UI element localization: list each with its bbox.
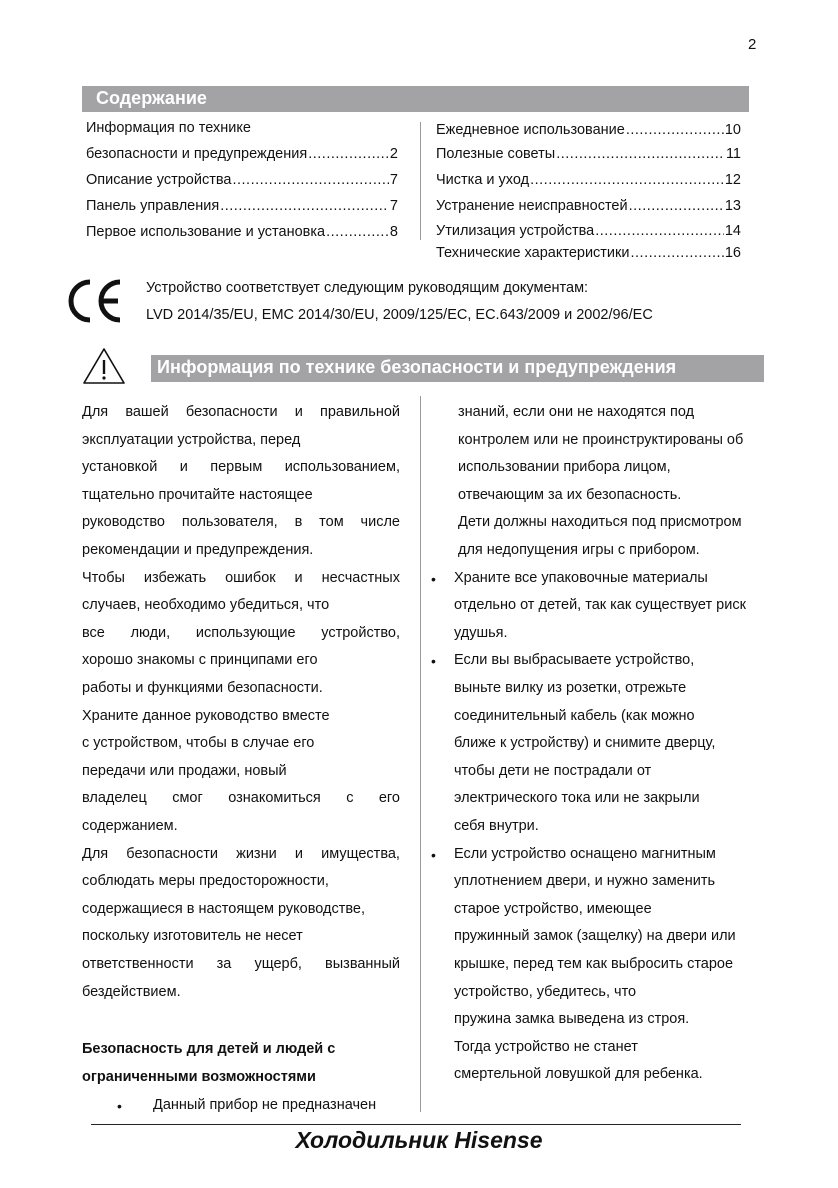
word: первым: [210, 459, 263, 476]
word: ознакомиться: [228, 790, 321, 807]
word: ущерб,: [254, 956, 302, 972]
body-text-line: электрического тока или не закрыли: [454, 790, 700, 807]
body-text-line: [82, 790, 400, 806]
body-text-line: поскольку изготовитель не несет: [82, 928, 303, 945]
body-text-line: содержанием.: [82, 818, 178, 834]
body-text-line: контролем или не проинструктированы об: [458, 431, 744, 448]
word: в: [294, 514, 303, 531]
word: жизни: [236, 845, 277, 862]
body-text-line: с устройством, чтобы в случае его: [82, 735, 315, 752]
body-text-line: [82, 514, 400, 530]
word: вашей: [125, 404, 169, 420]
word: и: [294, 845, 303, 862]
toc-entry[interactable]: [436, 223, 741, 239]
toc-entry-page: 2: [389, 146, 398, 162]
toc-entry-label: Полезные советы: [436, 146, 556, 162]
body-text-line: Храните все упаковочные материалы: [454, 569, 708, 586]
toc-leader-dots: [629, 198, 724, 214]
bullet-icon: •: [431, 846, 436, 863]
word: и: [294, 569, 303, 586]
word: правильной: [320, 404, 400, 420]
word: и: [294, 404, 303, 420]
compliance-line-2: LVD 2014/35/EU, EMC 2014/30/EU, 2009/125/EC, EC.643/2009 и 2002/96/EC: [146, 307, 653, 323]
word: его: [378, 790, 400, 807]
warning-icon: [81, 346, 127, 386]
toc-leader-dots: [595, 223, 724, 239]
toc-entry[interactable]: [436, 198, 741, 214]
word: все: [82, 624, 105, 641]
toc-title: Содержание: [96, 88, 207, 108]
body-text-line: Храните данное руководство вместе: [82, 707, 330, 724]
children-safety-heading: ограниченными возможностями: [82, 1069, 316, 1085]
toc-entry-label: Устранение неисправностей: [436, 198, 628, 214]
body-text-line: работы и функциями безопасности.: [82, 680, 323, 696]
body-text-line: передачи или продажи, новый: [82, 762, 287, 779]
toc-entry-label: Чистка и уход: [436, 172, 530, 188]
body-text-line: для недопущения игры с прибором.: [458, 542, 700, 558]
word: и: [179, 459, 188, 476]
body-text-line: уплотнением двери, и нужно заменить: [454, 873, 716, 890]
word: руководство: [82, 514, 165, 531]
toc-column-divider: [420, 122, 421, 240]
toc-entry[interactable]: [86, 224, 398, 240]
toc-leader-dots: [326, 224, 389, 240]
toc-entry-label: Технические характеристики: [436, 245, 630, 261]
body-text-line: смертельной ловушкой для ребенка.: [454, 1066, 703, 1083]
toc-entry-page: 14: [724, 223, 741, 239]
word: безопасности: [185, 404, 278, 420]
toc-entry-page: 12: [724, 172, 741, 188]
word: избежать: [143, 569, 207, 586]
word: Для: [82, 404, 109, 420]
toc-entry-page: 16: [724, 245, 741, 261]
word: устройство,: [321, 624, 400, 641]
word: безопасности: [126, 845, 218, 862]
body-text-line: удушья.: [454, 624, 508, 641]
body-text-line: содержащиеся в настоящем руководстве,: [82, 900, 366, 917]
toc-leader-dots: [308, 146, 389, 162]
footer-rule: [91, 1124, 741, 1125]
toc-entry-label: Ежедневное использование: [436, 122, 625, 138]
toc-entry-label: безопасности и предупреждения: [86, 146, 308, 162]
body-text-line: себя внутри.: [454, 818, 539, 834]
word: Для: [82, 845, 109, 862]
body-text-line: пружина замка выведена из строя.: [454, 1011, 690, 1028]
body-text-line: эксплуатации устройства, перед: [82, 431, 301, 448]
body-text-line: [82, 570, 400, 586]
body-text-line: Тогда устройство не станет: [454, 1038, 638, 1055]
toc-entry[interactable]: [86, 198, 398, 214]
body-text-line: Дети должны находиться под присмотром: [458, 514, 742, 531]
body-text-line: [82, 846, 400, 862]
body-text-line: использовании прибора лицом,: [458, 459, 671, 476]
toc-entry-page: 11: [725, 146, 741, 162]
footer-title: Холодильник Hisense: [295, 1127, 543, 1153]
body-text-line: бездействием.: [82, 983, 181, 1000]
word: с: [346, 790, 354, 807]
toc-entry-label: Утилизация устройства: [436, 223, 595, 239]
body-text-line: отвечающим за их безопасность.: [458, 486, 682, 503]
toc-entry[interactable]: [436, 122, 741, 138]
body-text-line: старое устройство, имеющее: [454, 900, 652, 917]
children-safety-heading: Безопасность для детей и людей с: [82, 1041, 336, 1057]
toc-entry-label: Панель управления: [86, 198, 220, 214]
toc-entry[interactable]: [436, 245, 741, 261]
toc-entry[interactable]: [86, 146, 398, 162]
toc-leader-dots: [630, 245, 723, 261]
body-text-line: соблюдать меры предосторожности,: [82, 873, 329, 890]
toc-leader-dots: [232, 172, 388, 188]
page-number: 2: [748, 36, 757, 53]
toc-entry[interactable]: [86, 172, 398, 188]
body-text-line: Если вы выбрасываете устройство,: [454, 652, 695, 669]
toc-leader-dots: [530, 172, 724, 188]
toc-entry-page: 10: [724, 122, 741, 138]
word: люди,: [130, 624, 171, 641]
body-text-line: устройство, убедитесь, что: [454, 983, 637, 1000]
body-text-line: крышке, перед тем как выбросить старое: [454, 956, 734, 972]
body-text-line: случаев, необходимо убедиться, что: [82, 597, 330, 614]
body-text-line: чтобы дети не пострадали от: [454, 762, 652, 779]
word: ответственности: [82, 956, 194, 972]
bullet-icon: •: [431, 653, 436, 670]
word: том: [319, 514, 344, 531]
body-text-line: ближе к устройству) и снимите дверцу,: [454, 735, 716, 752]
body-text-line: знаний, если они не находятся под: [458, 404, 695, 420]
body-text-line: [82, 404, 400, 420]
word: пользователя,: [181, 514, 278, 531]
bullet-icon: •: [117, 1098, 122, 1114]
word: смог: [172, 790, 203, 807]
toc-entry-label: Описание устройства: [86, 172, 232, 188]
word: установкой: [82, 459, 158, 476]
compliance-line-1: Устройство соответствует следующим руководящим документам:: [146, 280, 589, 296]
toc-entry[interactable]: [436, 172, 741, 188]
word: несчастных: [321, 569, 400, 586]
word: за: [216, 956, 232, 972]
toc-entry-page: 7: [389, 172, 398, 188]
body-text-line: тщательно прочитайте настоящее: [82, 486, 313, 503]
toc-entry-label: Первое использование и установка: [86, 224, 326, 240]
word: владелец: [82, 790, 147, 807]
section-title: Информация по технике безопасности и предупреждения: [157, 357, 677, 377]
body-text-line: рекомендации и предупреждения.: [82, 542, 314, 558]
word: ошибок: [225, 569, 276, 586]
body-text-line: [82, 956, 400, 972]
body-text-line: отдельно от детей, так как существует риск: [454, 597, 746, 614]
body-text-line: Если устройство оснащено магнитным: [454, 845, 716, 862]
column-divider: [420, 396, 421, 1112]
body-text-line: хорошо знакомы с принципами его: [82, 652, 318, 669]
toc-entry[interactable]: [436, 146, 741, 162]
word: числе: [360, 514, 400, 531]
toc-entry-page: 8: [389, 224, 398, 240]
toc-leader-dots: [626, 122, 724, 138]
toc-left-first-line: Информация по технике: [86, 120, 251, 136]
bullet-icon: •: [431, 570, 436, 587]
body-text-line: [82, 625, 400, 641]
body-text-line: соединительный кабель (как можно: [454, 707, 695, 724]
toc-leader-dots: [556, 146, 725, 162]
toc-leader-dots: [220, 198, 389, 214]
word: использующие: [195, 624, 296, 641]
word: вызванный: [325, 956, 400, 972]
body-text-line: выньте вилку из розетки, отрежьте: [454, 680, 687, 696]
bullet-text: Данный прибор не предназначен: [153, 1097, 377, 1113]
ce-mark-icon: [62, 276, 128, 326]
toc-entry-page: 7: [389, 198, 398, 214]
word: использованием,: [284, 459, 400, 476]
body-text-line: пружинный замок (защелку) на двери или: [454, 928, 736, 945]
word: имущества,: [321, 845, 400, 862]
toc-entry-page: 13: [724, 198, 741, 214]
word: Чтобы: [82, 569, 125, 586]
body-text-line: [82, 459, 400, 475]
